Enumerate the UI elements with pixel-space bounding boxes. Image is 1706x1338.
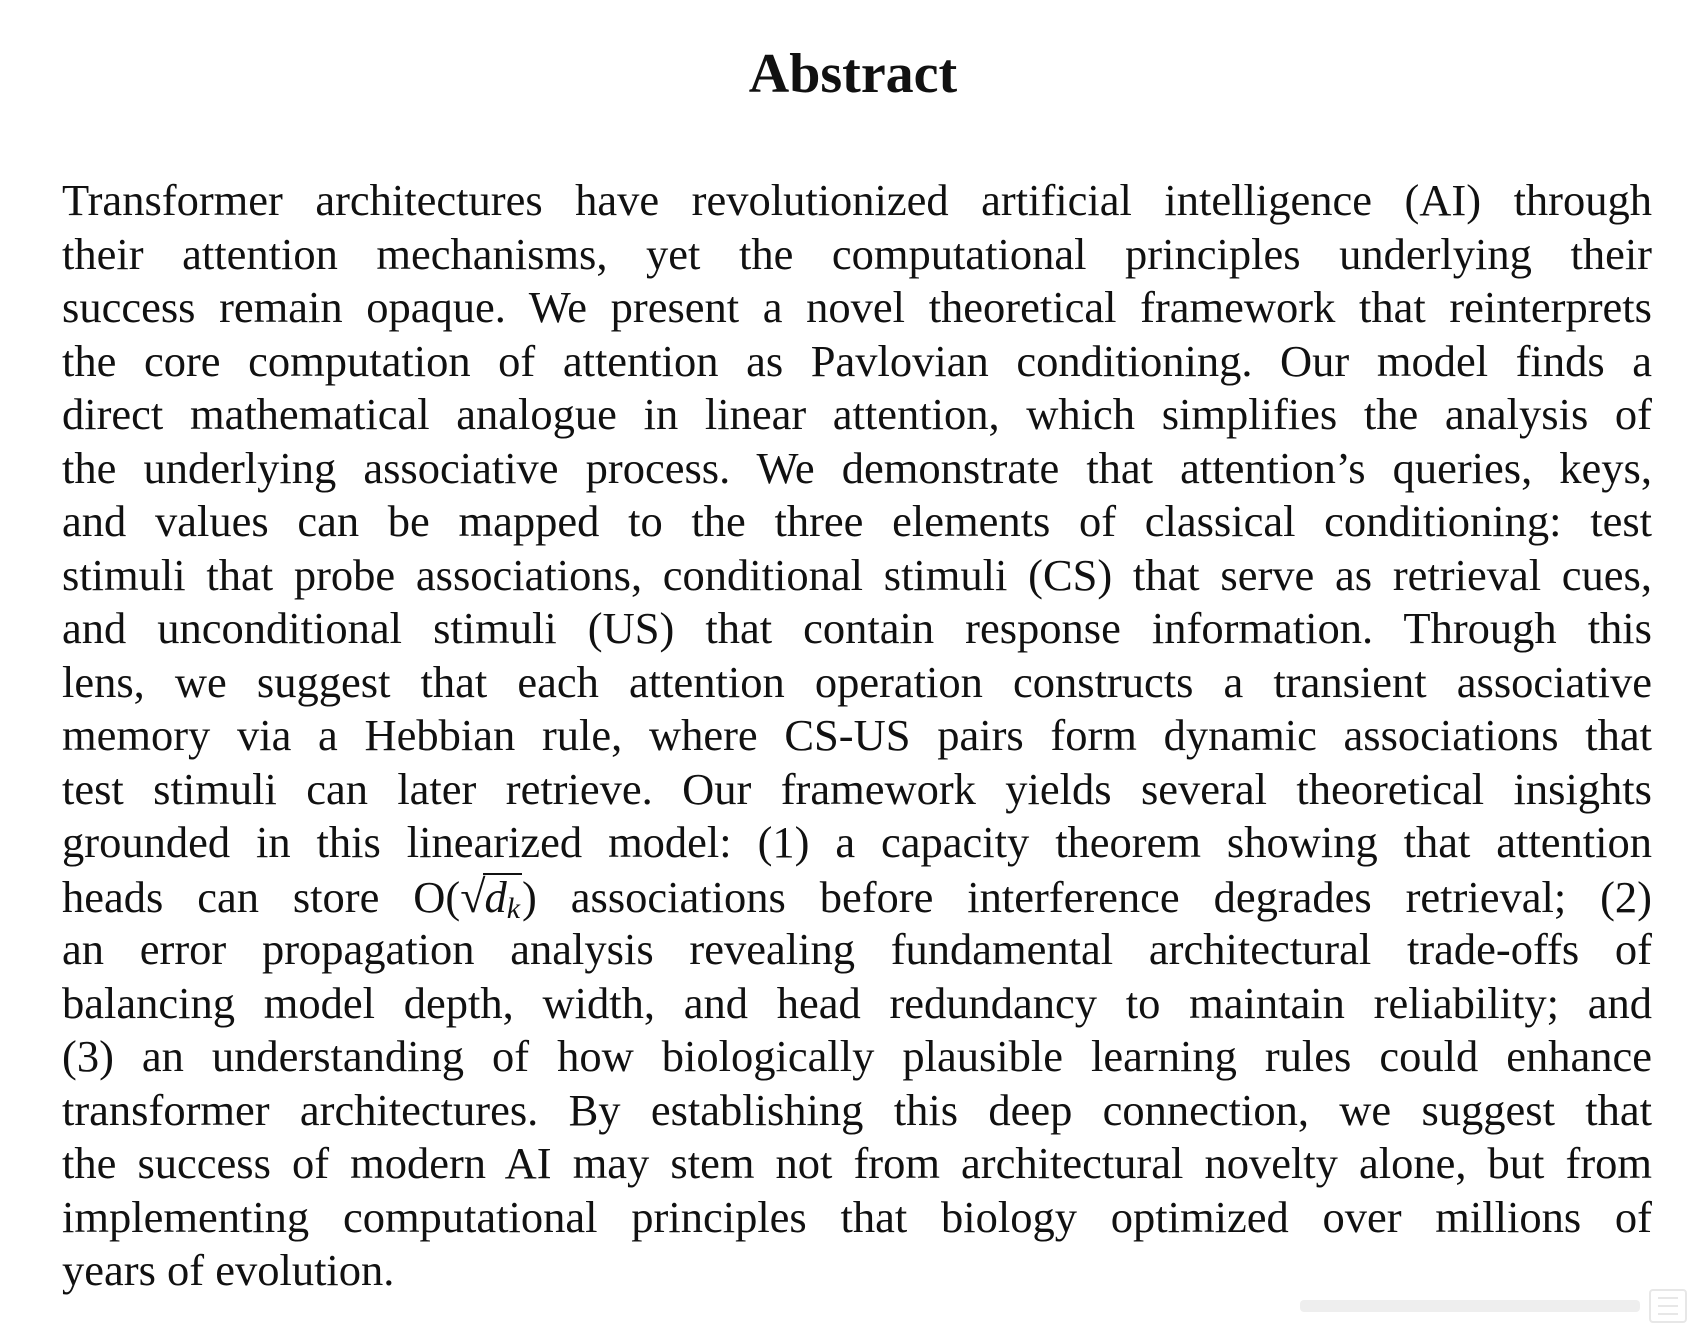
abstract-line: (3) an understanding of how biologically plausible learning rules could enhance bbox=[62, 1031, 1652, 1081]
abstract-line: stimuli that probe associations, conditional stimuli (CS) that serve as retrieval cues, bbox=[62, 549, 1652, 600]
formula-text-after: ) associations before interference degrades retrieval; (2) bbox=[522, 871, 1652, 922]
abstract-line: an error propagation analysis revealing fundamental architectural trade-offs of bbox=[62, 924, 1652, 974]
radicand bbox=[483, 873, 522, 924]
abstract-line: the core computation of attention as Pavlovian conditioning. Our model finds a bbox=[62, 335, 1652, 386]
abstract-line-last: years of evolution. bbox=[62, 1245, 395, 1295]
formula-variable: d bbox=[484, 871, 507, 922]
abstract-line: test stimuli can later retrieve. Our framework yields several theoretical insights bbox=[62, 763, 1652, 814]
abstract-line: and values can be mapped to the three elements of classical conditioning: test bbox=[62, 496, 1652, 546]
watermark-logo-icon bbox=[1300, 1288, 1690, 1324]
abstract-line: transformer architectures. By establishing this deep connection, we suggest that bbox=[62, 1084, 1652, 1135]
abstract-line: the underlying associative process. We demonstrate that attention’s queries, keys, bbox=[62, 442, 1652, 493]
abstract-line-formula bbox=[62, 870, 1652, 924]
abstract-line: balancing model depth, width, and head redundancy to maintain reliability; and bbox=[62, 977, 1652, 1028]
abstract-line: their attention mechanisms, yet the computational principles underlying their bbox=[62, 228, 1652, 279]
abstract-line: memory via a Hebbian rule, where CS-US pairs form dynamic associations that bbox=[62, 710, 1652, 760]
abstract-body bbox=[62, 174, 1652, 1298]
abstract-line: the success of modern AI may stem not from architectural novelty alone, but from bbox=[62, 1138, 1652, 1188]
abstract-line: Transformer architectures have revolutionized artificial intelligence (AI) through bbox=[62, 175, 1652, 225]
abstract-line: direct mathematical analogue in linear attention, which simplifies the analysis of bbox=[62, 389, 1652, 439]
abstract-line: grounded in this linearized model: (1) a capacity theorem showing that attention bbox=[62, 817, 1652, 867]
abstract-heading: Abstract bbox=[748, 43, 958, 105]
radical-sign: √ bbox=[460, 870, 486, 922]
sqrt-formula bbox=[460, 870, 522, 925]
formula-subscript: k bbox=[506, 891, 521, 925]
abstract-line: and unconditional stimuli (US) that contain response information. Through this bbox=[62, 603, 1652, 653]
abstract-line: implementing computational principles that biology optimized over millions of bbox=[62, 1191, 1652, 1242]
abstract-line: lens, we suggest that each attention operation constructs a transient associative bbox=[62, 656, 1652, 707]
abstract-line: success remain opaque. We present a novel theoretical framework that reinterprets bbox=[62, 282, 1652, 332]
formula-text-before: heads can store O( bbox=[62, 871, 461, 922]
